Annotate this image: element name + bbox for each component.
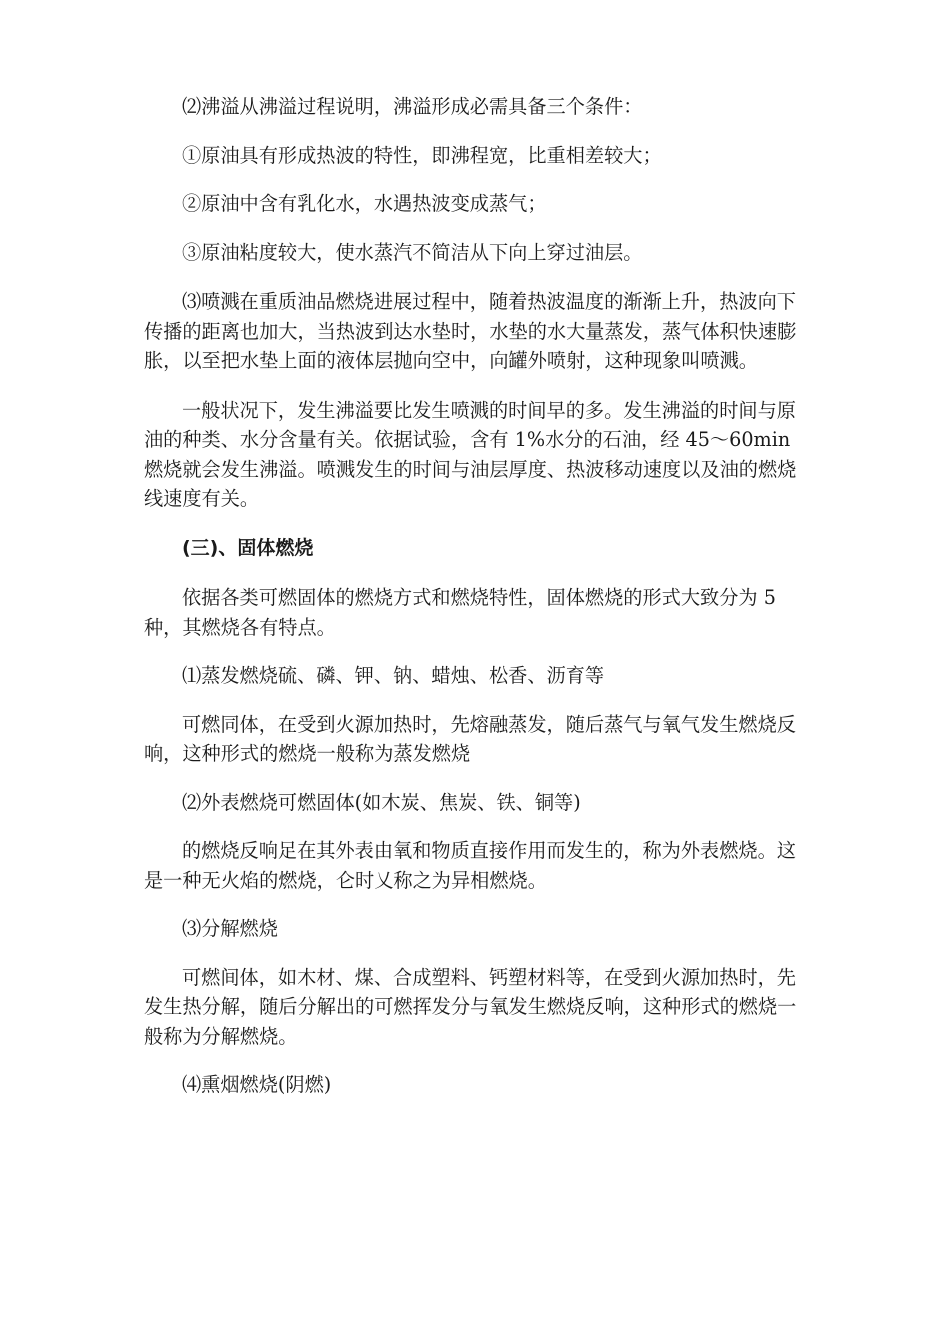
paragraph-evaporation-body: 可燃同体，在受到火源加热时，先熔融蒸发，随后蒸气与氧气发生燃烧反响，这种形式的燃烧一般称为蒸发燃烧 [144, 712, 796, 765]
paragraph-decomposition-body: 可燃间体，如木材、煤、合成塑料、钙塑材料等，在受到火源加热时，先发生热分解，随后分解出的可燃挥发分与氧发生燃烧反响，这种形式的燃烧一般称为分解燃烧。 [144, 965, 797, 1048]
paragraph-condition-3: ③原油粘度较大，使水蒸汽不简洁从下向上穿过油层。 [182, 240, 643, 264]
paragraph-smoldering-title: ⑷熏烟燃烧(阴燃) [182, 1073, 332, 1096]
section-heading-solid-combustion: (三)、固体燃烧 [182, 536, 314, 559]
paragraph-splash: ⑶喷溅在重质油品燃烧进展过程中，随着热波温度的渐渐上升，热波向下传播的距离也加大，当热波到达水垫时，水垫的水大量蒸发，蒸气体积快速膨胀，以至把水垫上面的液体层抛向空中，向罐外喷射，这种现象叫喷溅。 [144, 290, 797, 372]
paragraph-condition-2: ②原油中含有乳化水，水遇热波变成蒸气； [182, 192, 547, 215]
document-body [144, 92, 814, 1100]
paragraph-boilover-conditions: ⑵沸溢从沸溢过程说明，沸溢形成必需具备三个条件： [182, 95, 643, 118]
paragraph-decomposition-title: ⑶分解燃烧 [182, 917, 278, 940]
paragraph-solid-intro: 依据各类可燃固体的燃烧方式和燃烧特性，固体燃烧的形式大致分为 5 种，其燃烧各有特点。 [144, 586, 776, 639]
paragraph-surface-body: 的燃烧反响足在其外表由氧和物质直接作用而发生的，称为外表燃烧。这是一种无火焰的燃烧，仑时乂称之为异相燃烧。 [144, 839, 796, 892]
paragraph-general-situation: 一般状况下，发生沸溢要比发生喷溅的时间早的多。发生沸溢的时间与原油的种类、水分含量有关。依据试验，含有 1%水分的石油，经 45～60min 燃烧就会发生沸溢。喷溅发生的时间与油层厚度、热波移动速度以及油的燃烧线速度有关。 [144, 398, 797, 510]
paragraph-condition-1: ①原油具有形成热波的特性，即沸程宽，比重相差较大； [182, 143, 662, 167]
paragraph-surface-title: ⑵外表燃烧可燃固体(如木炭、焦炭、铁、铜等) [182, 790, 581, 814]
paragraph-evaporation-title: ⑴蒸发燃烧硫、磷、钾、钠、蜡烛、松香、沥育等 [182, 664, 605, 687]
